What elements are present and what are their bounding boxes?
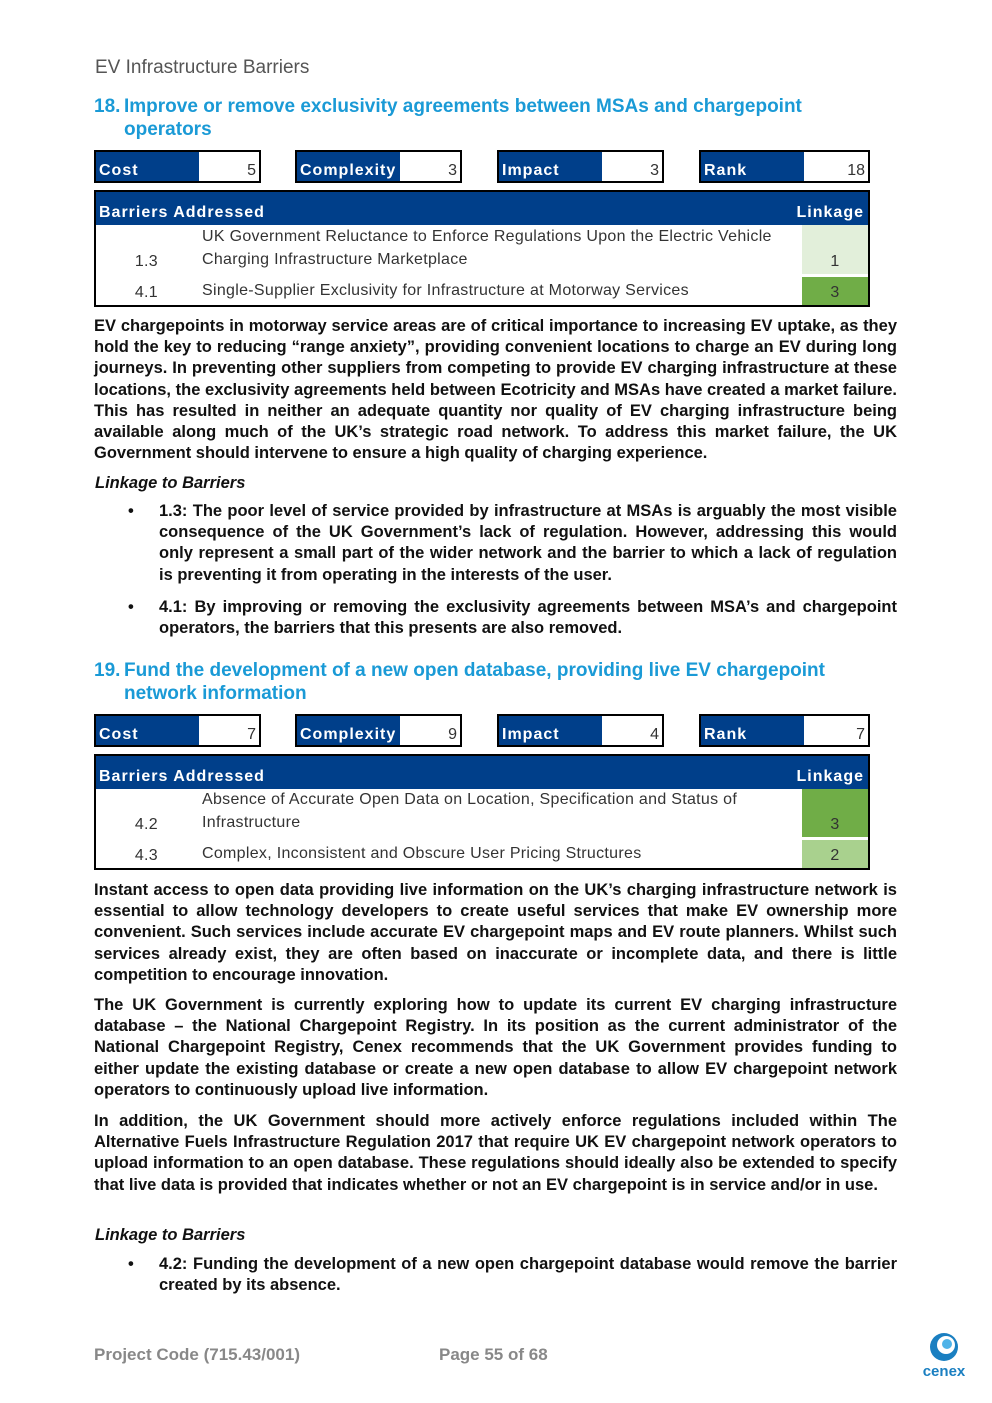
footer-page-number: Page 55 of 68	[439, 1345, 548, 1364]
document-header-title: EV Infrastructure Barriers	[95, 57, 310, 78]
section-19-linkage-title: Linkage to Barriers	[95, 1226, 246, 1244]
cost-metric	[94, 150, 261, 183]
section-title: Improve or remove exclusivity agreements between MSAs and chargepoint operators	[124, 96, 802, 140]
complexity-label: Complexity	[297, 152, 400, 181]
cost-metric	[94, 714, 261, 747]
rank-metric	[699, 714, 870, 747]
section-18-metrics	[94, 150, 870, 183]
barrier-code: 4.2	[134, 816, 158, 833]
bullet-icon: •	[128, 1255, 134, 1273]
rank-label: Rank	[701, 152, 804, 181]
section-19-heading	[94, 659, 894, 705]
barriers-header-label: Barriers Addressed	[99, 768, 265, 785]
barrier-code: 4.1	[134, 284, 158, 301]
barrier-linkage: 3	[802, 789, 868, 837]
bullet-item	[128, 501, 897, 586]
cenex-logo-text: cenex	[922, 1363, 966, 1380]
bullet-icon: •	[128, 598, 134, 616]
cenex-logo-icon	[916, 1330, 972, 1380]
complexity-value: 3	[400, 152, 460, 181]
impact-metric	[497, 714, 664, 747]
complexity-label: Complexity	[297, 716, 400, 745]
section-19-barriers-table	[94, 754, 870, 870]
section-19-metrics	[94, 714, 870, 747]
bullet-item	[128, 1254, 897, 1296]
rank-label: Rank	[701, 716, 804, 745]
cost-value: 5	[199, 152, 259, 181]
barrier-row	[96, 840, 868, 868]
bullet-item	[128, 597, 897, 639]
section-title: Fund the development of a new open database, providing live EV chargepoint network information	[124, 660, 825, 704]
footer-project-code: Project Code (715.43/001)	[94, 1345, 300, 1364]
barriers-header	[96, 192, 868, 225]
barrier-linkage: 2	[802, 840, 868, 868]
section-19-body-paragraph: Instant access to open data providing live information on the UK’s charging infrastructure network is essential to allow technology developers to create useful services that make EV ownership more convenient. Such services include accurate EV chargepoint maps and EV route planners. Whilst such services already exist, they are often based on inaccurate or incomplete data, and there is little competition to encourage innovation.	[94, 881, 897, 984]
barriers-header	[96, 756, 868, 789]
bullet-text: 4.1: By improving or removing the exclusivity agreements between MSA’s and chargepoint operators, the barriers that this presents are also removed.	[159, 598, 897, 638]
barriers-header-label: Barriers Addressed	[99, 204, 265, 221]
barrier-row	[96, 225, 868, 274]
barrier-code: 4.3	[134, 847, 158, 864]
cost-label: Cost	[96, 716, 199, 745]
bullet-icon: •	[128, 502, 134, 520]
section-18-barriers-table	[94, 190, 870, 307]
complexity-metric	[295, 714, 462, 747]
cost-value: 7	[199, 716, 259, 745]
cost-label: Cost	[96, 152, 199, 181]
section-18-heading	[94, 95, 894, 141]
impact-value: 3	[602, 152, 662, 181]
rank-value: 7	[804, 716, 868, 745]
bullet-text: 4.2: Funding the development of a new open chargepoint database would remove the barrier created by its absence.	[159, 1255, 897, 1295]
impact-metric	[497, 150, 664, 183]
section-number: 19.	[94, 660, 121, 681]
impact-label: Impact	[499, 152, 602, 181]
section-19-body-paragraph: In addition, the UK Government should more actively enforce regulations included within The Alternative Fuels Infrastructure Regulation 2017 that require UK EV chargepoint network operators to upload information to an open database. These regulations should ideally also be extended to specify that live data is provided that indicates whether or not an EV chargepoint is in service and/or in use.	[94, 1112, 897, 1194]
barrier-description: Single-Supplier Exclusivity for Infrastructure at Motorway Services	[202, 282, 689, 299]
section-number: 18.	[94, 96, 121, 117]
barrier-linkage: 3	[802, 277, 868, 305]
impact-label: Impact	[499, 716, 602, 745]
rank-metric	[699, 150, 870, 183]
rank-value: 18	[804, 152, 868, 181]
barrier-description: UK Government Reluctance to Enforce Regulations Upon the Electric Vehicle Charging Infrastructure Marketplace	[202, 228, 772, 268]
barrier-code: 1.3	[134, 253, 158, 270]
complexity-metric	[295, 150, 462, 183]
barrier-description: Complex, Inconsistent and Obscure User Pricing Structures	[202, 845, 642, 862]
barrier-description: Absence of Accurate Open Data on Location, Specification and Status of Infrastructure	[202, 791, 738, 831]
section-19-body-paragraph: The UK Government is currently exploring how to update its current EV charging infrastructure database – the National Chargepoint Registry. In its position as the current administrator of the National Chargepoint Registry, Cenex recommends that the UK Government provides funding to either update the existing database or create a new open database to allow EV chargepoint network operators to continuously upload live information.	[94, 996, 897, 1099]
barrier-row	[96, 789, 868, 837]
linkage-header-label: Linkage	[796, 768, 864, 785]
linkage-header-label: Linkage	[796, 204, 864, 221]
complexity-value: 9	[400, 716, 460, 745]
cenex-logo	[916, 1330, 972, 1380]
barrier-linkage: 1	[802, 225, 868, 274]
impact-value: 4	[602, 716, 662, 745]
section-18-body-paragraph: EV chargepoints in motorway service areas are of critical importance to increasing EV uptake, as they hold the key to reducing “range anxiety”, providing convenient locations to charge an EV during long journeys. In preventing other suppliers from competing to provide EV charging infrastructure at these locations, the exclusivity agreements held between Ecotricity and MSAs have created a market failure. This has resulted in neither an adequate quantity nor quality of EV charging infrastructure being available along much of the UK’s strategic road network. To address this market failure, the UK Government should intervene to ensure a high quality of charging experience.	[94, 317, 897, 463]
bullet-text: 1.3: The poor level of service provided by infrastructure at MSAs is arguably the most visible consequence of the UK Government’s lack of regulation. However, addressing this would only represent a small part of the wider network and the barrier to which a lack of regulation is preventing it from operating in the interests of the user.	[159, 502, 897, 584]
section-18-linkage-title: Linkage to Barriers	[95, 474, 246, 492]
barrier-row	[96, 277, 868, 305]
